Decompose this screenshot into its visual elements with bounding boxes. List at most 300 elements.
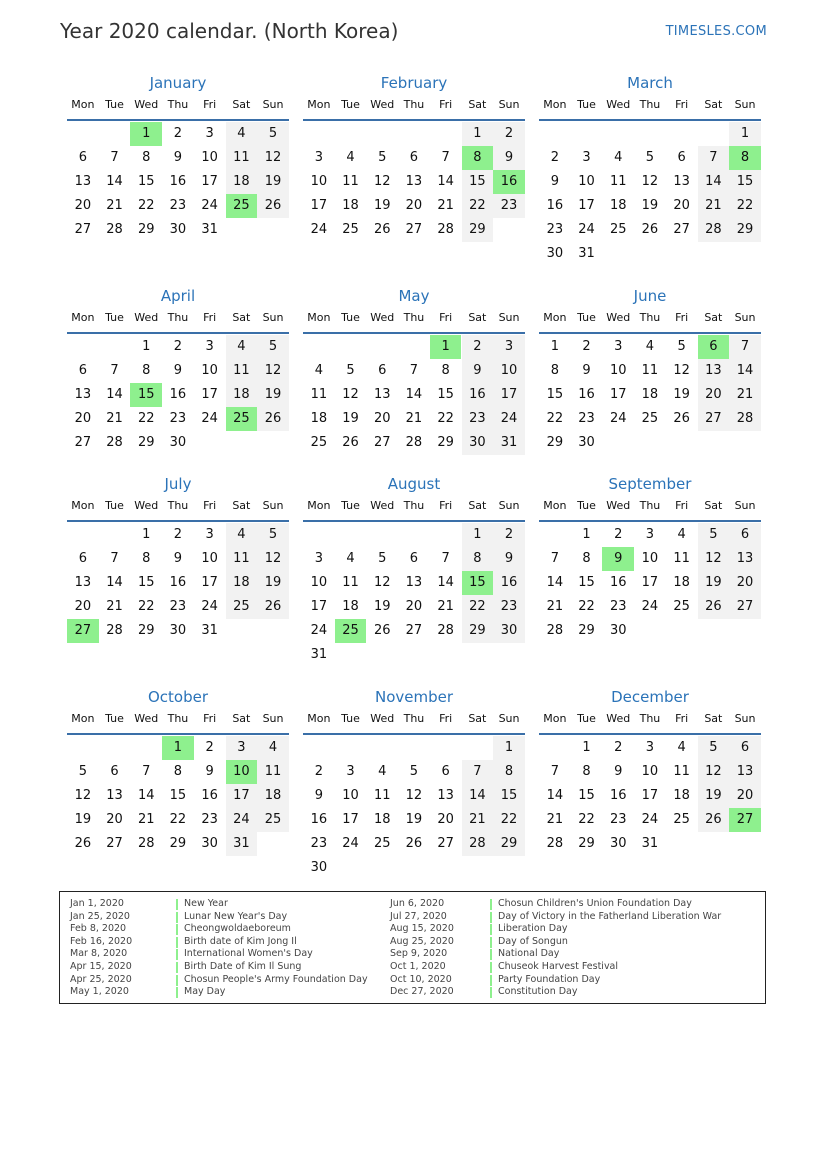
day-cell: 4 [314, 363, 323, 378]
legend-marker [176, 899, 178, 910]
day-cell: 23 [169, 198, 187, 213]
legend-holiday-name: Day of Songun [498, 935, 568, 947]
day-cell: 7 [698, 146, 730, 170]
day-cell: 6 [110, 764, 119, 779]
weekday-label: Sun [734, 98, 756, 111]
day-cell: 12 [698, 760, 730, 784]
day-cell: 17 [201, 387, 218, 402]
day-cell: 24 [493, 407, 525, 431]
day-cell: 22 [137, 198, 155, 213]
day-cell: 14 [106, 387, 123, 402]
day-cell: 12 [405, 788, 423, 803]
legend-date: May 1, 2020 [70, 986, 129, 998]
day-cell: 15 [169, 788, 187, 803]
day-cell: 19 [342, 411, 359, 426]
legend-date: Feb 16, 2020 [70, 935, 133, 947]
weekday-header [303, 311, 525, 327]
day-cell: 22 [729, 194, 761, 218]
month-april [67, 287, 289, 477]
day-cell: 10 [609, 363, 627, 378]
header-rule [67, 520, 289, 522]
day-cell: 1 [729, 122, 761, 146]
day-cell: 22 [578, 812, 595, 827]
day-cell: 21 [437, 198, 454, 213]
weekday-label: Sun [498, 712, 520, 725]
day-cell: 20 [698, 383, 730, 407]
day-cell: 20 [673, 198, 690, 213]
day-cell: 23 [169, 599, 187, 614]
legend-marker [176, 949, 178, 960]
day-cell-holiday: 25 [335, 619, 367, 643]
day-cell: 28 [106, 435, 123, 450]
day-cell: 5 [645, 150, 655, 165]
legend-marker [176, 975, 178, 986]
day-cell: 25 [310, 435, 328, 450]
weekday-label: Sat [704, 499, 723, 512]
day-cell: 2 [582, 339, 591, 354]
day-cell: 31 [201, 222, 218, 237]
day-cell: 2 [493, 523, 525, 547]
day-cell: 10 [201, 551, 218, 566]
legend-marker [176, 987, 178, 998]
legend-holiday-name: International Women's Day [184, 948, 313, 960]
day-cell: 23 [609, 599, 627, 614]
day-cell-holiday: 6 [698, 335, 730, 359]
day-cell: 16 [201, 788, 218, 803]
weekday-label: Mon [543, 499, 567, 512]
day-cell: 9 [493, 146, 525, 170]
day-cell: 19 [257, 170, 289, 194]
month-may [303, 287, 525, 477]
day-cell: 16 [169, 174, 187, 189]
day-cell: 20 [373, 411, 391, 426]
weekday-label: Mon [71, 311, 95, 324]
day-cell: 23 [493, 595, 525, 619]
day-cell: 29 [462, 218, 494, 242]
legend-item [70, 986, 385, 999]
legend-item [70, 911, 385, 924]
brand-link[interactable]: TIMESLES.COM [665, 24, 767, 39]
day-cell: 11 [373, 788, 391, 803]
day-cell: 5 [257, 122, 289, 146]
day-cell: 24 [641, 812, 659, 827]
day-cell: 10 [201, 150, 218, 165]
day-cell: 10 [641, 764, 659, 779]
day-cell: 1 [550, 339, 559, 354]
day-cell: 26 [342, 435, 359, 450]
weekday-label: Sun [498, 311, 520, 324]
legend-item [70, 936, 385, 949]
weekday-header [539, 98, 761, 114]
day-cell: 3 [645, 740, 655, 755]
day-cell: 19 [698, 784, 730, 808]
day-cell: 28 [546, 836, 564, 851]
day-cell: 23 [462, 407, 494, 431]
day-cell: 18 [226, 383, 258, 407]
day-cell: 16 [169, 387, 187, 402]
day-cell-holiday: 25 [226, 194, 258, 218]
day-cell: 4 [226, 122, 258, 146]
day-cell: 11 [342, 575, 359, 590]
day-cell: 22 [137, 599, 155, 614]
day-cell: 20 [437, 812, 454, 827]
weekday-label: Thu [639, 98, 661, 111]
day-cell: 1 [142, 339, 151, 354]
weekday-label: Sat [232, 712, 251, 725]
day-cell: 2 [173, 339, 183, 354]
day-cell: 4 [257, 736, 289, 760]
day-cell: 1 [462, 122, 494, 146]
weekday-label: Fri [439, 499, 453, 512]
weekday-label: Mon [543, 98, 567, 111]
header-rule [539, 332, 761, 334]
day-cell: 15 [578, 575, 595, 590]
legend-holiday-name: Birth date of Kim Jong Il [184, 935, 297, 947]
day-cell: 12 [74, 788, 92, 803]
day-cell: 29 [137, 623, 155, 638]
weekday-label: Mon [543, 712, 567, 725]
weekday-label: Fri [203, 98, 217, 111]
day-cell: 13 [437, 788, 454, 803]
day-cell: 30 [609, 623, 627, 638]
day-cell: 12 [257, 359, 289, 383]
day-cell: 28 [462, 832, 494, 856]
day-cell: 12 [698, 547, 730, 571]
legend-date: Dec 27, 2020 [390, 986, 454, 998]
legend-date: Jan 1, 2020 [70, 898, 124, 909]
day-cell: 5 [698, 523, 730, 547]
day-cell: 17 [342, 812, 359, 827]
day-cell: 6 [78, 363, 87, 378]
day-cell: 18 [673, 575, 690, 590]
legend-holiday-name: Chuseok Harvest Festival [498, 960, 619, 972]
day-cell: 30 [169, 222, 187, 237]
day-cell: 2 [493, 122, 525, 146]
weekday-label: Tue [105, 499, 124, 512]
month-june [539, 287, 761, 477]
day-cell-holiday: 25 [226, 407, 258, 431]
header-rule [303, 119, 525, 121]
day-cell: 28 [405, 435, 423, 450]
day-cell: 22 [169, 812, 187, 827]
day-cell: 4 [614, 150, 623, 165]
day-cell: 30 [310, 860, 328, 875]
day-cell: 17 [201, 174, 218, 189]
legend-holiday-name: Chosun Children's Union Foundation Day [498, 898, 692, 909]
day-cell: 27 [373, 435, 391, 450]
month-december [539, 688, 761, 878]
legend-date: Jun 6, 2020 [390, 898, 445, 909]
day-cell: 31 [578, 246, 595, 261]
day-cell: 9 [614, 764, 623, 779]
weekday-header [303, 98, 525, 114]
legend-marker [176, 962, 178, 973]
day-cell: 5 [378, 551, 387, 566]
day-cell: 6 [409, 551, 419, 566]
day-cell: 28 [106, 623, 123, 638]
day-cell: 16 [462, 383, 494, 407]
day-cell: 29 [137, 435, 155, 450]
weekday-label: Tue [341, 311, 360, 324]
day-cell: 27 [729, 595, 761, 619]
day-cell: 15 [462, 170, 494, 194]
day-cell: 3 [346, 764, 355, 779]
day-cell: 3 [226, 736, 258, 760]
header-rule [539, 119, 761, 121]
day-cell: 25 [641, 411, 659, 426]
weekday-label: Sat [232, 311, 251, 324]
weekday-label: Thu [403, 98, 425, 111]
day-cell: 26 [673, 411, 690, 426]
weekday-label: Fri [439, 98, 453, 111]
legend-marker [490, 962, 492, 973]
day-cell: 10 [310, 575, 328, 590]
day-cell: 30 [201, 836, 218, 851]
weekday-label: Sun [262, 98, 284, 111]
day-cell: 2 [614, 740, 623, 755]
day-cell: 18 [257, 784, 289, 808]
day-cell: 27 [106, 836, 123, 851]
day-cell: 30 [546, 246, 564, 261]
day-cell: 14 [546, 575, 564, 590]
weekday-label: Sun [498, 98, 520, 111]
day-cell: 28 [698, 218, 730, 242]
day-cell: 9 [493, 547, 525, 571]
day-cell: 7 [110, 363, 119, 378]
day-cell: 11 [226, 146, 258, 170]
legend-holiday-name: National Day [498, 948, 560, 960]
day-cell: 30 [169, 435, 187, 450]
day-cell: 7 [462, 760, 494, 784]
month-name: July [164, 475, 192, 493]
header-rule [303, 733, 525, 735]
day-cell: 21 [106, 198, 123, 213]
day-cell: 31 [226, 832, 258, 856]
day-cell: 8 [493, 760, 525, 784]
weekday-header [67, 712, 289, 728]
day-cell: 25 [673, 599, 690, 614]
day-cell: 25 [226, 595, 258, 619]
weekday-label: Sun [262, 499, 284, 512]
legend-holiday-name: Liberation Day [498, 923, 568, 935]
weekday-label: Mon [543, 311, 567, 324]
weekday-header [303, 712, 525, 728]
day-cell: 9 [205, 764, 214, 779]
day-cell: 15 [729, 170, 761, 194]
weekday-label: Tue [577, 712, 596, 725]
day-cell: 1 [462, 523, 494, 547]
weekday-label: Sat [232, 98, 251, 111]
day-cell: 22 [462, 595, 494, 619]
day-cell: 8 [142, 150, 151, 165]
day-cell: 21 [698, 194, 730, 218]
day-cell: 15 [493, 784, 525, 808]
day-cell: 10 [201, 363, 218, 378]
weekday-label: Tue [577, 311, 596, 324]
day-cell: 20 [405, 599, 423, 614]
day-cell: 1 [142, 527, 151, 542]
day-cell: 12 [342, 387, 359, 402]
month-name: May [398, 287, 430, 305]
day-cell-holiday: 8 [462, 146, 494, 170]
day-cell: 6 [78, 551, 87, 566]
day-cell: 5 [409, 764, 419, 779]
day-cell: 9 [173, 363, 183, 378]
day-cell: 10 [342, 788, 359, 803]
month-name: November [374, 688, 454, 706]
weekday-label: Fri [439, 712, 453, 725]
legend-holiday-name: Constitution Day [498, 986, 578, 998]
day-cell: 8 [582, 764, 591, 779]
weekday-label: Wed [370, 98, 395, 111]
day-cell: 12 [257, 146, 289, 170]
day-cell: 22 [578, 599, 595, 614]
day-cell: 26 [698, 808, 730, 832]
day-cell: 25 [373, 836, 391, 851]
day-cell: 19 [373, 599, 391, 614]
day-cell: 4 [378, 764, 387, 779]
weekday-label: Tue [577, 499, 596, 512]
day-cell: 6 [409, 150, 419, 165]
day-cell: 28 [546, 623, 564, 638]
day-cell: 27 [405, 222, 423, 237]
day-cell: 23 [578, 411, 595, 426]
day-cell: 7 [409, 363, 419, 378]
day-cell: 11 [310, 387, 328, 402]
weekday-label: Sun [262, 311, 284, 324]
day-cell: 26 [74, 836, 92, 851]
day-cell: 19 [373, 198, 391, 213]
day-cell: 29 [437, 435, 454, 450]
day-cell: 19 [74, 812, 92, 827]
month-january [67, 74, 289, 264]
day-cell: 26 [641, 222, 659, 237]
legend-date: Aug 15, 2020 [390, 923, 454, 935]
day-cell: 16 [169, 575, 187, 590]
legend-date: Apr 25, 2020 [70, 973, 132, 985]
weekday-label: Sat [468, 311, 487, 324]
legend-item [390, 923, 760, 936]
weekday-label: Wed [606, 311, 631, 324]
day-cell: 30 [578, 435, 595, 450]
legend-item [390, 986, 760, 999]
weekday-label: Tue [105, 98, 124, 111]
day-cell: 4 [226, 523, 258, 547]
month-july [67, 475, 289, 665]
day-cell: 26 [257, 194, 289, 218]
day-cell: 11 [641, 363, 659, 378]
legend-marker [490, 987, 492, 998]
day-cell: 7 [110, 150, 119, 165]
month-name: August [387, 475, 441, 493]
day-cell: 21 [729, 383, 761, 407]
day-cell: 4 [677, 740, 686, 755]
day-cell: 3 [314, 551, 323, 566]
day-cell: 19 [405, 812, 423, 827]
day-cell: 25 [609, 222, 627, 237]
day-cell: 20 [106, 812, 123, 827]
day-cell: 31 [641, 836, 659, 851]
day-cell: 8 [142, 363, 151, 378]
day-cell: 6 [378, 363, 387, 378]
day-cell: 30 [493, 619, 525, 643]
day-cell: 17 [578, 198, 595, 213]
legend-holiday-name: New Year [184, 898, 228, 909]
day-cell: 26 [698, 595, 730, 619]
day-cell: 13 [74, 174, 92, 189]
day-cell: 24 [201, 599, 218, 614]
weekday-label: Thu [167, 311, 189, 324]
day-cell: 29 [578, 623, 595, 638]
day-cell: 28 [106, 222, 123, 237]
header-rule [67, 733, 289, 735]
weekday-label: Wed [370, 311, 395, 324]
day-cell: 17 [493, 383, 525, 407]
weekday-label: Fri [203, 499, 217, 512]
day-cell-holiday: 10 [226, 760, 258, 784]
day-cell: 3 [493, 335, 525, 359]
header-rule [303, 332, 525, 334]
day-cell: 21 [137, 812, 155, 827]
day-cell: 20 [74, 198, 92, 213]
day-cell: 3 [582, 150, 591, 165]
day-cell: 6 [729, 736, 761, 760]
day-cell: 29 [462, 619, 494, 643]
day-cell: 18 [609, 198, 627, 213]
weekday-label: Wed [370, 712, 395, 725]
weekday-label: Mon [307, 712, 331, 725]
legend-marker [490, 937, 492, 948]
day-cell: 16 [578, 387, 595, 402]
weekday-label: Fri [675, 311, 689, 324]
weekday-label: Mon [71, 98, 95, 111]
day-cell: 24 [578, 222, 595, 237]
legend-holiday-name: Party Foundation Day [498, 973, 601, 985]
weekday-label: Thu [403, 499, 425, 512]
day-cell: 17 [609, 387, 627, 402]
month-name: February [380, 74, 448, 92]
day-cell: 13 [729, 760, 761, 784]
month-march [539, 74, 761, 264]
day-cell: 12 [257, 547, 289, 571]
day-cell: 21 [405, 411, 423, 426]
weekday-label: Wed [134, 311, 159, 324]
day-cell: 11 [257, 760, 289, 784]
legend-item [390, 911, 760, 924]
weekday-label: Fri [675, 98, 689, 111]
day-cell: 18 [373, 812, 391, 827]
day-cell: 12 [673, 363, 690, 378]
weekday-label: Thu [639, 311, 661, 324]
day-cell: 4 [677, 527, 686, 542]
day-cell: 10 [493, 359, 525, 383]
day-cell: 19 [257, 383, 289, 407]
day-cell: 23 [609, 812, 627, 827]
day-cell-holiday: 8 [729, 146, 761, 170]
day-cell: 6 [677, 150, 686, 165]
day-cell: 9 [314, 788, 323, 803]
day-cell: 4 [346, 551, 355, 566]
month-name: April [160, 287, 196, 305]
day-cell-holiday: 27 [67, 619, 99, 643]
day-cell: 14 [106, 575, 123, 590]
day-cell: 7 [729, 335, 761, 359]
day-cell: 13 [405, 575, 423, 590]
legend-item [70, 923, 385, 936]
day-cell: 18 [310, 411, 328, 426]
day-cell: 10 [641, 551, 659, 566]
legend-column [390, 898, 760, 999]
